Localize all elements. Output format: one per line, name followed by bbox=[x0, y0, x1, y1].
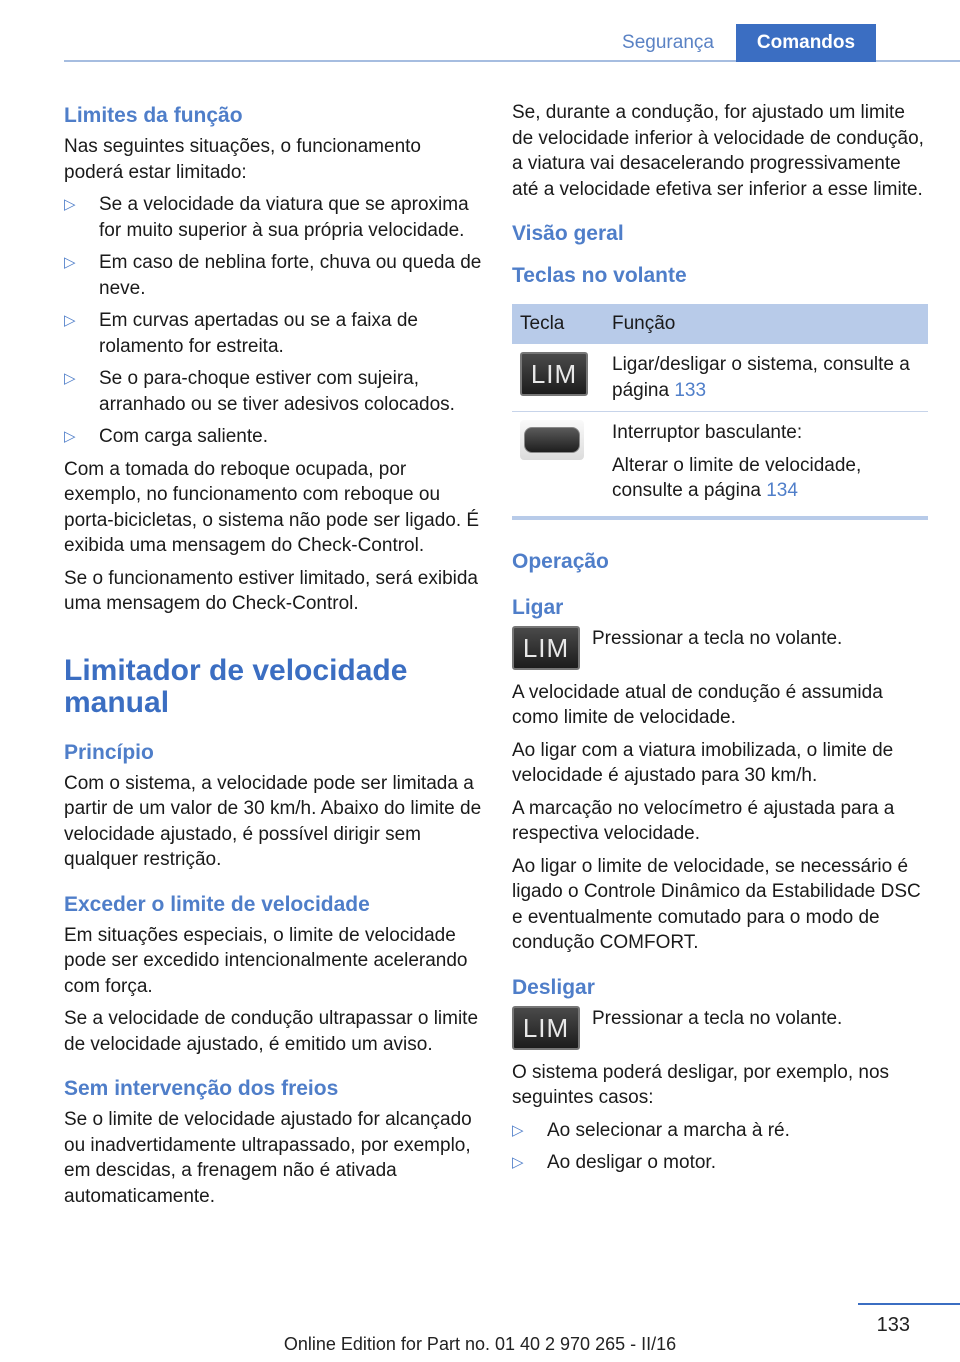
footer-rule bbox=[858, 1303, 960, 1305]
limits-list bbox=[64, 192, 482, 450]
list-item: ▷ Ao selecionar a marcha à ré. bbox=[512, 1118, 928, 1144]
row2-text-1: Interruptor basculante: bbox=[612, 422, 803, 443]
principle-text: Com o sistema, a velocidade pode ser limitada a partir de um valor de 30 km/h. Abaixo do limite de velocidade ajustado, é possível dirigir sem qualquer restrição. bbox=[64, 772, 482, 870]
principle-heading: Princípio bbox=[64, 740, 154, 764]
keys-table bbox=[512, 304, 928, 520]
off-list bbox=[512, 1118, 928, 1176]
list-item: ▷ Ao desligar o motor. bbox=[512, 1150, 928, 1176]
rocker-switch-icon bbox=[520, 420, 584, 460]
on-instruction bbox=[512, 626, 928, 670]
triangle-bullet-icon: ▷ bbox=[64, 428, 76, 445]
table-row bbox=[512, 412, 928, 518]
nobrake-text: Se o limite de velocidade ajustado for alcançado ou inadvertidamente ultrapassado, por exemplo, em descidas, a frenagem não é ativada automaticamente. bbox=[64, 1109, 472, 1207]
right-column bbox=[512, 100, 928, 1183]
triangle-bullet-icon: ▷ bbox=[512, 1154, 524, 1171]
exceed-text-2: Se a velocidade de condução ultrapassar o limite de velocidade ajustado, é emitido um aviso. bbox=[64, 1008, 479, 1055]
on-heading: Ligar bbox=[512, 595, 564, 619]
exceed-heading: Exceder o limite de velocidade bbox=[64, 892, 370, 916]
left-column bbox=[64, 100, 482, 1216]
lim-button-icon: LIM bbox=[512, 626, 580, 670]
main-heading: Limitador de velocidade manual bbox=[64, 653, 408, 719]
triangle-bullet-icon: ▷ bbox=[512, 1121, 524, 1139]
table-header-row bbox=[512, 304, 928, 344]
on-text-3: A marcação no velocímetro é ajustada para a respectiva velocidade. bbox=[512, 797, 895, 844]
col-header-key: Tecla bbox=[512, 304, 604, 344]
operation-heading: Operação bbox=[512, 549, 609, 573]
lim-button-icon: LIM bbox=[512, 1006, 580, 1050]
on-press-text: Pressionar a tecla no volante. bbox=[592, 627, 843, 649]
page-link-134[interactable]: 134 bbox=[766, 480, 798, 501]
overview-heading: Visão geral bbox=[512, 222, 624, 245]
list-item: ▷ Em caso de neblina forte, chuva ou queda de neve. bbox=[64, 252, 482, 299]
lim-button-icon: LIM bbox=[520, 352, 588, 396]
row2-text-2: Alterar o limite de velocidade, consulte a página bbox=[612, 454, 862, 501]
edition-footer: Online Edition for Part no. 01 40 2 970 265 - II/16 bbox=[283, 1334, 677, 1354]
triangle-bullet-icon: ▷ bbox=[64, 196, 76, 213]
list-item: ▷ Em curvas apertadas ou se a faixa de rolamento for estreita. bbox=[64, 310, 418, 357]
triangle-bullet-icon: ▷ bbox=[64, 312, 76, 329]
triangle-bullet-icon: ▷ bbox=[64, 370, 76, 387]
row1-text: Ligar/desligar o sistema, consulte a página bbox=[612, 354, 910, 401]
limits-heading: Limites da função bbox=[64, 104, 243, 127]
list-item: ▷ Com carga saliente. bbox=[64, 424, 482, 450]
table-row bbox=[512, 344, 928, 412]
nobrake-heading: Sem intervenção dos freios bbox=[64, 1077, 339, 1100]
limited-text: Se o funcionamento estiver limitado, será exibida uma mensagem do Check-Control. bbox=[64, 567, 479, 614]
list-item: ▷ Se o para-choque estiver com sujeira, arranhado ou se tiver adesivos colocados. bbox=[64, 368, 455, 415]
page-number: 133 bbox=[876, 1314, 910, 1336]
towing-text: Com a tomada do reboque ocupada, por exemplo, no funcionamento com reboque ou porta-bicicletas, o sistema não pode ser ligado. É exibida uma mensagem do Check-Control. bbox=[64, 458, 480, 556]
on-text-2: Ao ligar com a viatura imobilizada, o limite de velocidade é ajustado para 30 km/h. bbox=[512, 739, 894, 786]
list-item: ▷ Se a velocidade da viatura que se aproxima for muito superior à sua própria velocidade. bbox=[64, 194, 469, 241]
triangle-bullet-icon: ▷ bbox=[64, 254, 76, 271]
off-press-text: Pressionar a tecla no volante. bbox=[592, 1007, 843, 1029]
on-text-1: A velocidade atual de condução é assumida como limite de velocidade. bbox=[512, 681, 883, 728]
tab-seguranca[interactable]: Segurança bbox=[622, 32, 714, 53]
keys-heading: Teclas no volante bbox=[512, 264, 687, 287]
tab-comandos[interactable]: Comandos bbox=[736, 24, 876, 62]
page-link-133[interactable]: 133 bbox=[674, 379, 707, 401]
exceed-text-1: Em situações especiais, o limite de velocidade pode ser excedido intencionalmente acelerando com força. bbox=[64, 924, 468, 997]
off-instruction bbox=[512, 1006, 928, 1050]
on-text-4: Ao ligar o limite de velocidade, se necessário é ligado o Controle Dinâmico da Estabilidade DSC e eventualmente comutado para o modo de condução COMFORT. bbox=[512, 855, 921, 953]
off-heading: Desligar bbox=[512, 975, 595, 999]
col-header-function: Função bbox=[604, 304, 928, 344]
limits-intro: Nas seguintes situações, o funcionamento poderá estar limitado: bbox=[64, 136, 421, 183]
decel-text: Se, durante a condução, for ajustado um limite de velocidade inferior à velocidade de condução, a viatura vai desacelerando progressivamente até a velocidade efetiva ser inferior a esse limite. bbox=[512, 102, 924, 200]
off-text: O sistema poderá desligar, por exemplo, nos seguintes casos: bbox=[512, 1061, 890, 1108]
